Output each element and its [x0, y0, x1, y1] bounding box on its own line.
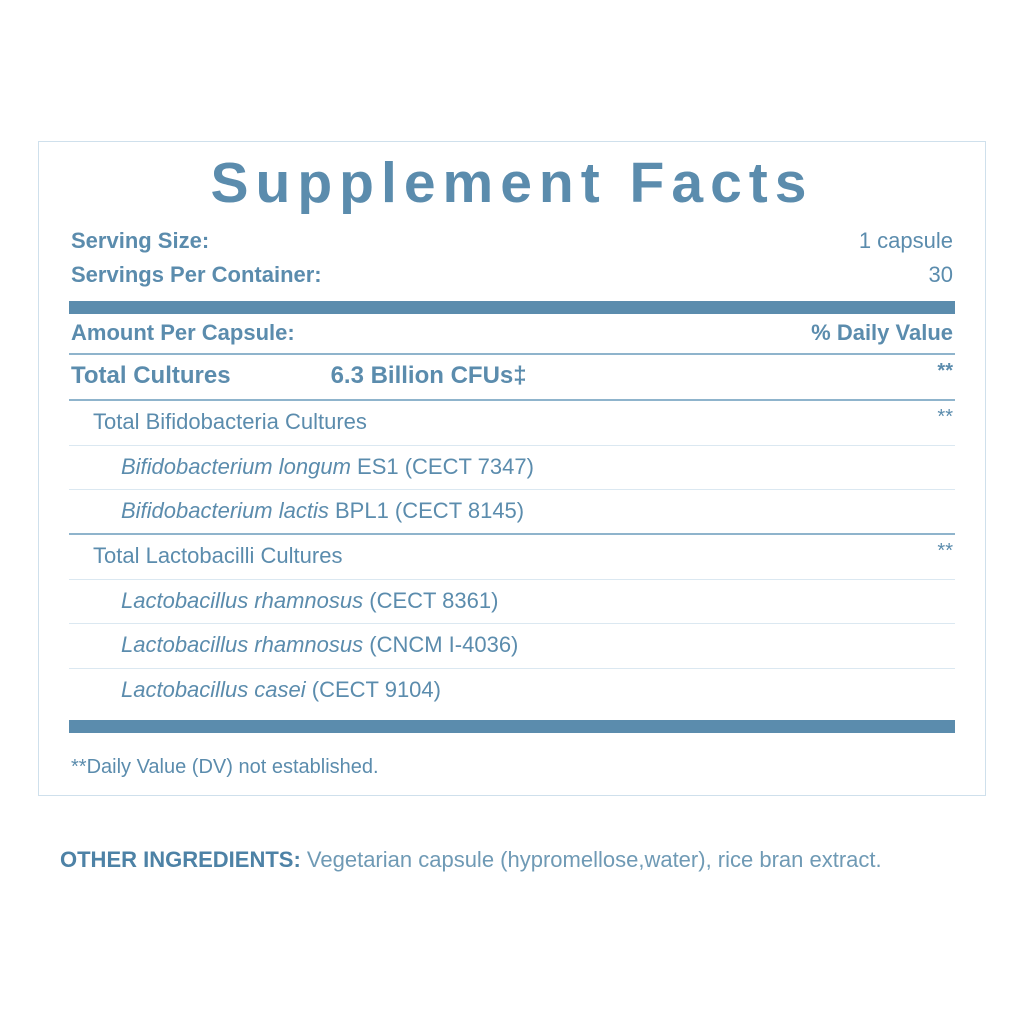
table-row	[69, 490, 955, 533]
row-name-plain: (CECT 8361)	[363, 587, 499, 613]
row-name-italic: Bifidobacterium lactis	[121, 498, 329, 523]
row-name-plain: BPL1 (CECT 8145)	[328, 498, 525, 523]
table-row	[69, 624, 955, 667]
serving-size-row	[69, 224, 955, 258]
row-name: Total Bifidobacteria Cultures	[93, 409, 367, 435]
row-name: Total Lactobacilli Cultures	[93, 543, 343, 569]
row-name-italic: Bifidobacterium longum	[121, 453, 351, 479]
row-dv: **	[937, 540, 953, 563]
serving-size-value: 1 capsule	[858, 227, 953, 253]
amount-per-capsule-label: Amount Per Capsule:	[71, 320, 295, 346]
other-ingredients-label: OTHER INGREDIENTS:	[60, 847, 301, 872]
row-name	[71, 498, 524, 524]
row-name-italic: Lactobacillus rhamnosus	[121, 587, 364, 613]
table-row	[69, 669, 955, 712]
table-row	[69, 446, 955, 489]
total-cultures-dv: **	[937, 360, 953, 383]
total-cultures-row	[69, 355, 955, 399]
total-cultures-label: Total Cultures	[71, 362, 231, 390]
supplement-facts-panel	[38, 141, 986, 796]
other-ingredients-text: Vegetarian capsule (hypromellose,water), rice bran extract.	[300, 847, 882, 872]
other-ingredients	[60, 845, 970, 875]
divider-thick-top	[69, 301, 955, 314]
row-name-plain: (CECT 9104)	[305, 676, 441, 702]
divider-thick-bottom	[69, 720, 955, 733]
row-name	[71, 588, 498, 614]
row-name-plain: (CNCM I-4036)	[363, 632, 519, 658]
amount-header-row	[69, 314, 955, 353]
table-row	[69, 401, 955, 444]
panel-title: Supplement Facts	[210, 151, 814, 215]
total-cultures-amount: 6.3 Billion CFUs‡	[330, 362, 527, 390]
servings-per-container-label: Servings Per Container:	[71, 261, 322, 287]
table-row	[69, 535, 955, 578]
servings-per-container-row	[69, 258, 955, 292]
row-name	[71, 454, 534, 480]
row-name	[71, 677, 441, 703]
row-name-plain: ES1 (CECT 7347)	[350, 453, 534, 479]
row-name-italic: Lactobacillus rhamnosus	[121, 632, 364, 658]
daily-value-footnote: **Daily Value (DV) not established.	[71, 755, 379, 778]
daily-value-label: % Daily Value	[811, 320, 953, 346]
table-row	[69, 580, 955, 623]
row-dv: **	[937, 406, 953, 429]
row-name-italic: Lactobacillus casei	[121, 676, 306, 702]
serving-size-label: Serving Size:	[71, 227, 210, 253]
servings-per-container-value: 30	[928, 261, 953, 287]
row-name	[71, 632, 518, 658]
